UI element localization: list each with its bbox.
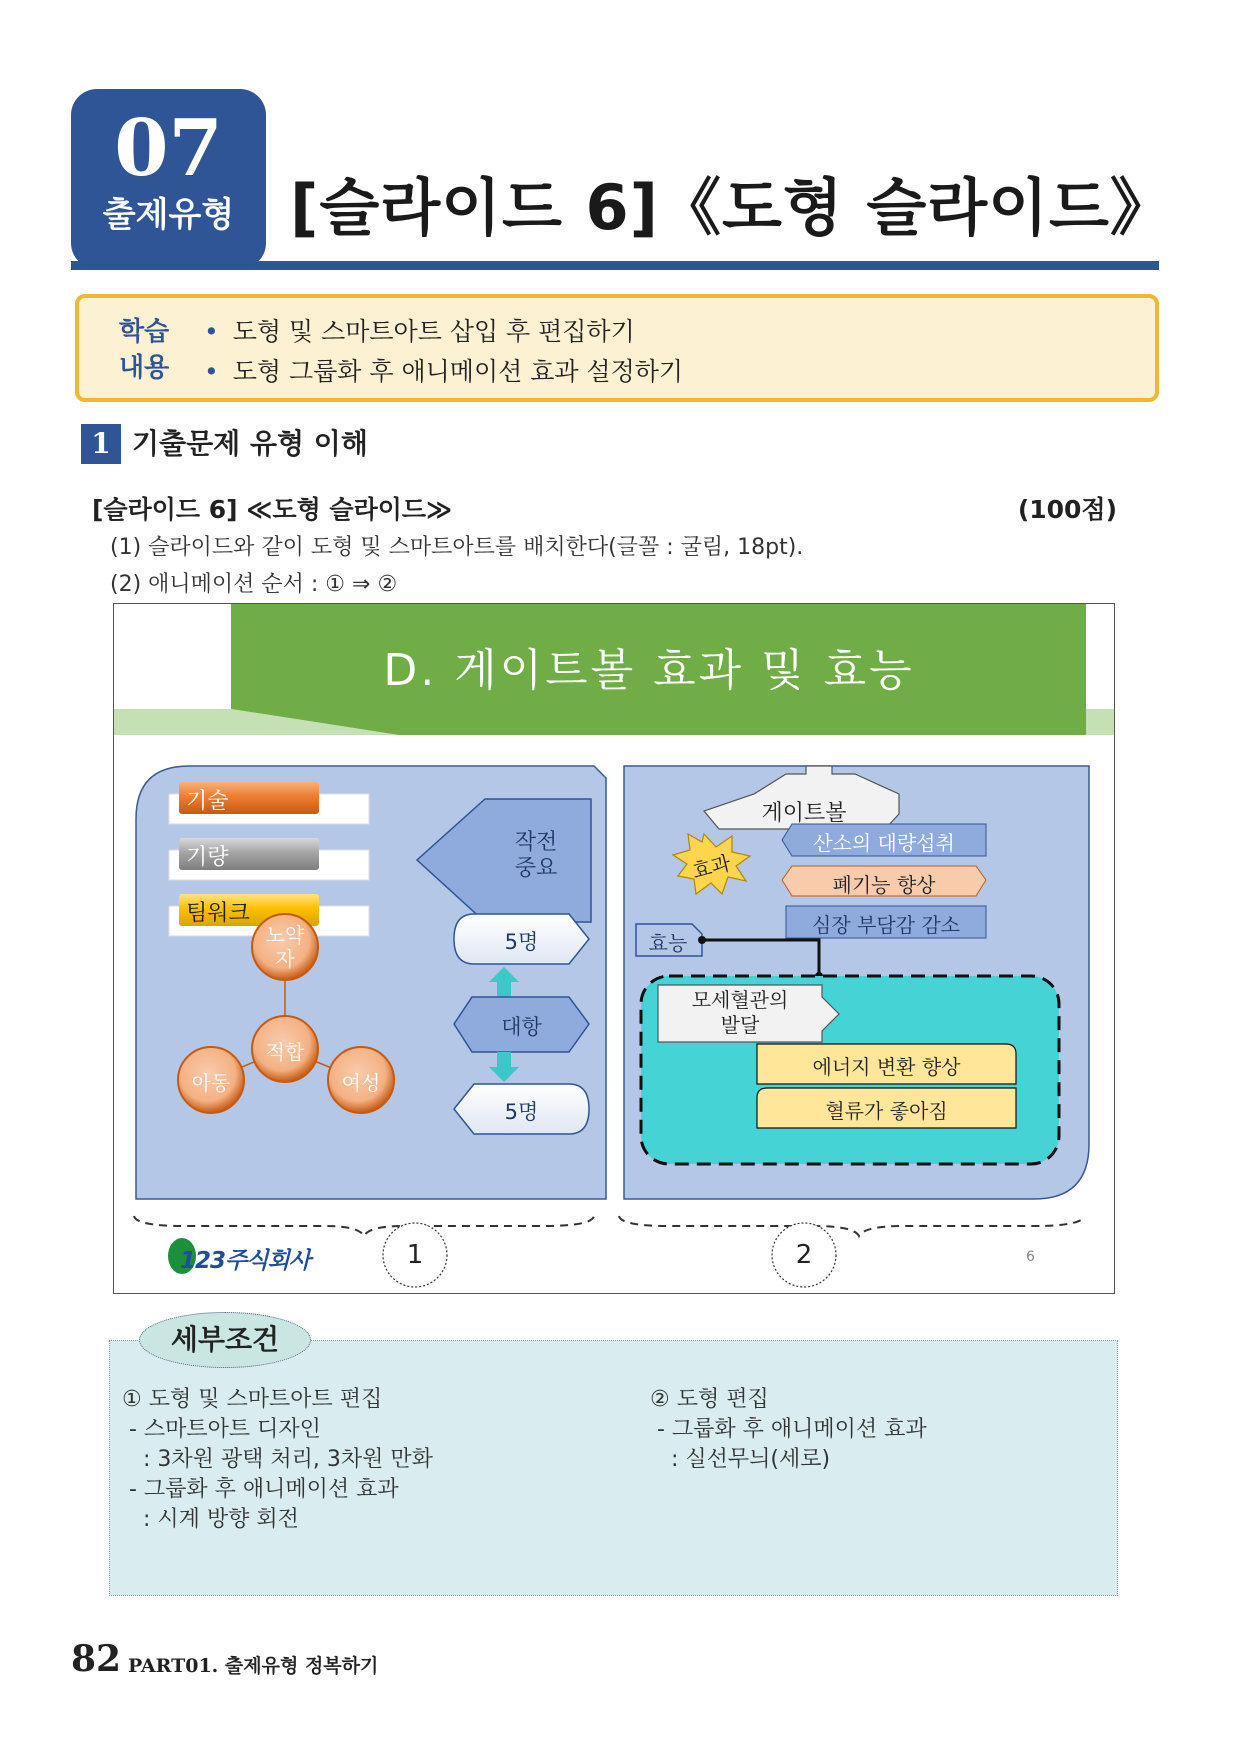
question-instruction-1: (1) 슬라이드와 같이 도형 및 스마트아트를 배치한다(글꼴 : 굴림, 18pt). bbox=[110, 535, 804, 560]
group-1-label: 1 bbox=[406, 1240, 424, 1270]
capillary-label: 모세혈관의 발달 bbox=[691, 988, 789, 1037]
question-title: [슬라이드 6] ≪도형 슬라이드≫ bbox=[92, 495, 453, 524]
effect-label-1: 산소의 대량섭취 bbox=[813, 831, 955, 855]
circle-right-label: 여성 bbox=[341, 1071, 381, 1095]
company-logo: 123주식회사 bbox=[180, 1248, 310, 1274]
brace-group-2 bbox=[619, 1216, 1084, 1236]
bar-label-skill: 기술 bbox=[186, 789, 229, 814]
learning-item: • 도형 및 스마트아트 삽입 후 편집하기 bbox=[204, 317, 635, 346]
effect-label-2: 폐기능 향상 bbox=[832, 873, 936, 897]
page-number: 82 bbox=[71, 1638, 122, 1680]
page-title: [슬라이드 6]《도형 슬라이드》 bbox=[290, 171, 1173, 244]
group-2-label: 2 bbox=[795, 1240, 813, 1270]
conditions-column-2: ② 도형 편집 - 그룹화 후 애니메이션 효과 : 실선무늬(세로) bbox=[650, 1387, 927, 1472]
effect-label-3: 심장 부담감 감소 bbox=[812, 913, 960, 937]
result-label-1: 에너지 변환 향상 bbox=[812, 1055, 961, 1079]
slide-page-number: 6 bbox=[1026, 1249, 1035, 1265]
conditions-column-1: ① 도형 및 스마트아트 편집 - 스마트아트 디자인 : 3차원 광택 처리, 3차원 만화 - 그룹화 후 애니메이션 효과 : 시계 방향 회전 bbox=[122, 1387, 433, 1532]
brace-group-1 bbox=[134, 1216, 594, 1236]
section-number: 1 bbox=[81, 424, 121, 464]
flow-top-label: 5명 bbox=[504, 930, 539, 954]
learning-item: • 도형 그룹화 후 애니메이션 효과 설정하기 bbox=[204, 357, 684, 386]
result-label-2: 혈류가 좋아짐 bbox=[825, 1099, 948, 1123]
circle-center-label: 적합 bbox=[265, 1040, 305, 1064]
chapter-badge bbox=[71, 89, 266, 269]
footer-text: PART01. 출제유형 정복하기 bbox=[128, 1655, 379, 1677]
bar-label-ability: 기량 bbox=[186, 845, 229, 870]
learning-label: 학습 내용 bbox=[119, 317, 170, 383]
flow-bottom-label: 5명 bbox=[504, 1100, 539, 1124]
bar-label-teamwork: 팀워크 bbox=[186, 901, 250, 926]
section-title: 기출문제 유형 이해 bbox=[132, 427, 368, 460]
circle-left-label: 아동 bbox=[191, 1071, 231, 1095]
circle-top-label: 노약 자 bbox=[265, 923, 305, 971]
gateball-label: 게이트볼 bbox=[761, 801, 847, 826]
question-score: (100점) bbox=[1017, 495, 1117, 524]
flow-middle-label: 대항 bbox=[501, 1015, 542, 1039]
chapter-label: 출제유형 bbox=[102, 195, 235, 235]
slide-title: D. 게이트볼 효과 및 효능 bbox=[383, 645, 915, 696]
conditions-tag: 세부조건 bbox=[139, 1312, 311, 1368]
chapter-number: 07 bbox=[114, 103, 223, 194]
question-instruction-2: (2) 애니메이션 순서 : ① ⇒ ② bbox=[110, 572, 398, 597]
slide-preview bbox=[113, 603, 1115, 1294]
learning-items bbox=[204, 312, 683, 392]
efficacy-label: 효능 bbox=[648, 931, 688, 955]
learning-box bbox=[75, 294, 1159, 402]
star-label: 효과 bbox=[689, 850, 734, 884]
title-rule bbox=[71, 261, 1159, 270]
pentagon-label: 작전 중요 bbox=[514, 830, 558, 881]
